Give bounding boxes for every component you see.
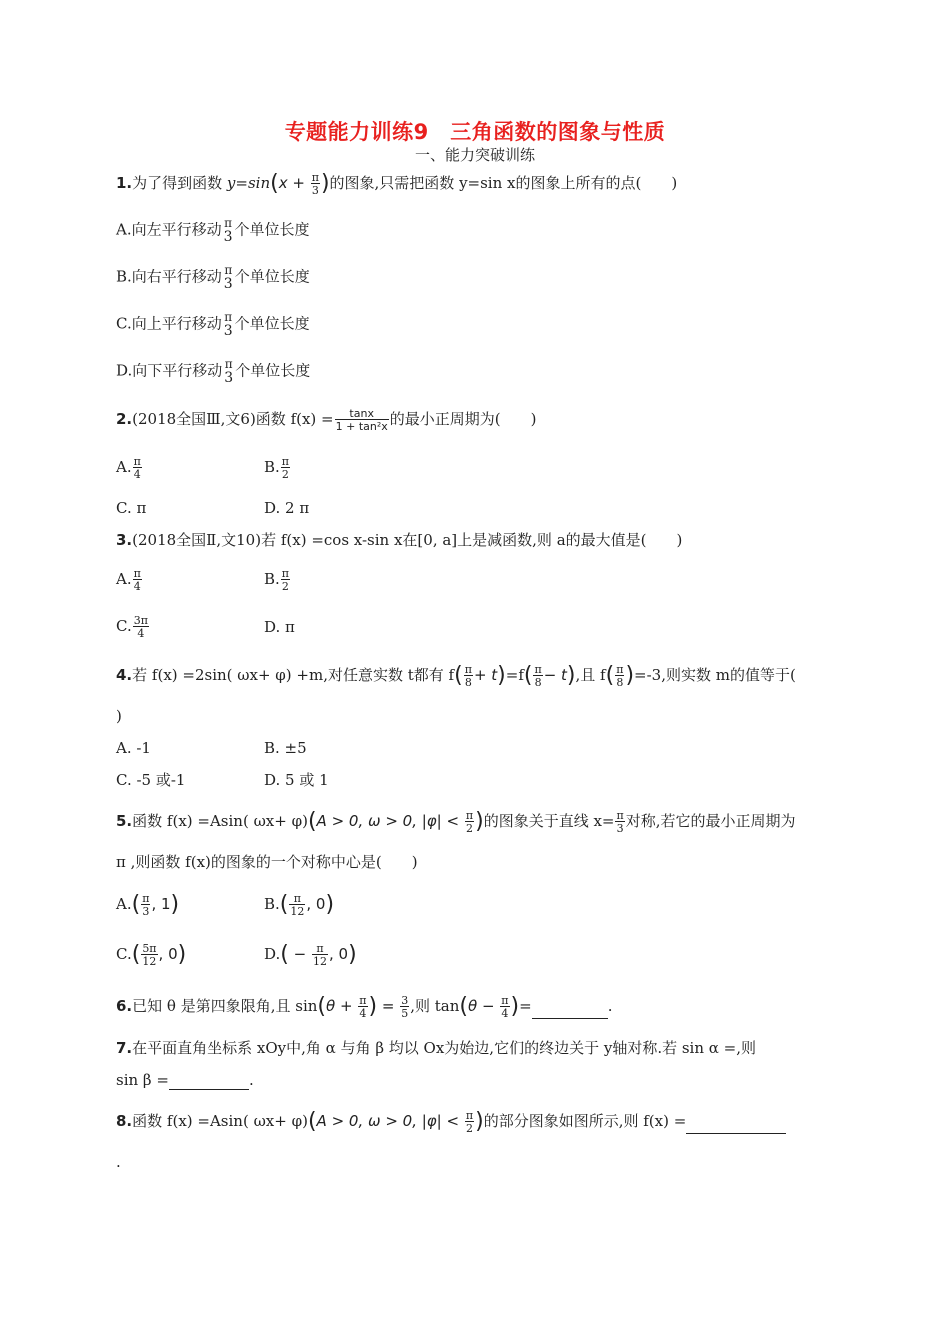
question-7: 7.在平面直角坐标系 xOy中,角 α 与角 β 均以 Ox为始边,它们的终边关于 y轴对称.若 sin α =,则 — [116, 1039, 757, 1057]
question-5-line2: π ,则函数 f(x)的图象的一个对称中心是( ) — [116, 853, 418, 871]
q5-option-b: B.( $\frac{\pi}{12}$ , 0) — [264, 892, 335, 918]
q2-option-d: D. 2 π — [264, 499, 310, 517]
fraction: $\frac{\tan x}{\text{1 + tan²x}}$ — [335, 407, 388, 433]
question-8: 8.函数 f(x) =Asin( ωx+ φ)(A > 0, ω > 0, |φ| < $\frac{\pi}{2}$ )的部分图象如图所示,则 f(x) = — [116, 1110, 786, 1134]
question-1: 1.为了得到函数 y=sin(x + $\frac{\pi}{3}$ )的图象,只需把函数 y=sin x的图象上所有的点( ) — [116, 171, 678, 197]
section-heading: 一、能力突破训练 — [414, 146, 535, 164]
q2-option-b: B. $\frac{\pi}{2}$ — [264, 455, 290, 481]
fraction: $\frac{\pi}{3}$ — [311, 171, 319, 197]
answer-blank[interactable] — [532, 1002, 608, 1019]
q2-option-a: A. $\frac{\pi}{4}$ — [116, 455, 141, 481]
answer-blank[interactable] — [169, 1073, 249, 1090]
q5-option-c: C.( $\frac{5\pi}{12}$ , 0) — [116, 942, 187, 968]
q3-option-c: C. $\frac{3\pi}{4}$ — [116, 614, 148, 640]
q2-option-c: C. π — [116, 499, 147, 517]
q4-option-a: A. -1 — [116, 739, 151, 757]
q3-option-b: B. $\frac{\pi}{2}$ — [264, 567, 290, 593]
q1-option-a: A.向左平行移动 π 3 个单位长度 — [116, 216, 310, 245]
q4-option-b: B. ±5 — [264, 739, 307, 757]
q4-option-c: C. -5 或-1 — [116, 771, 186, 789]
q1-option-b: B.向右平行移动 π 3 个单位长度 — [116, 263, 310, 292]
question-8-end: . — [116, 1153, 121, 1171]
q1-option-d: D.向下平行移动 π 3 个单位长度 — [116, 357, 311, 386]
q3-option-a: A. $\frac{\pi}{4}$ — [116, 567, 141, 593]
question-7-line2: sin β = . — [116, 1071, 254, 1089]
answer-blank[interactable] — [686, 1117, 786, 1134]
question-4-close: ) — [116, 707, 122, 725]
q5-option-d: D.( − $\frac{\pi}{12}$ , 0) — [264, 942, 357, 968]
question-4: 4.若 f(x) =2sin( ωx+ φ) +m,对任意实数 t都有 f( $\frac{\pi}{8}$ + t)=f( $\frac{\pi}{8}$ − t),且 f( $\frac{\pi}{8}$ )=-3,则实数 m的值等于( — [116, 663, 796, 689]
q3-option-d: D. π — [264, 618, 295, 636]
q5-option-a: A.( $\frac{\pi}{3}$ , 1) — [116, 892, 180, 918]
page-title: 专题能力训练9 三角函数的图象与性质 — [284, 120, 666, 144]
question-6: 6.已知 θ 是第四象限角,且 sin(θ + $\frac{\pi}{4}$ ) = $\frac{3}{5}$ ,则 tan(θ − $\frac{\pi}{4}$ )= . — [116, 994, 613, 1020]
question-3: 3.(2018全国Ⅱ,文10)若 f(x) =cos x-sin x在[0, a]上是减函数,则 a的最大值是( ) — [116, 531, 683, 549]
question-5: 5.函数 f(x) =Asin( ωx+ φ)(A > 0, ω > 0, |φ| < $\frac{\pi}{2}$ )的图象关于直线 x= $\frac{\pi}{3}$ 对称,若它的最小正周期为 — [116, 809, 796, 835]
q4-option-d: D. 5 或 1 — [264, 771, 329, 789]
q1-option-c: C.向上平行移动 π 3 个单位长度 — [116, 310, 310, 339]
question-2: 2.(2018全国Ⅲ,文6)函数 f(x) = $\frac{\tan x}{\text{1 + tan²x}}$ 的最小正周期为( ) — [116, 407, 537, 433]
